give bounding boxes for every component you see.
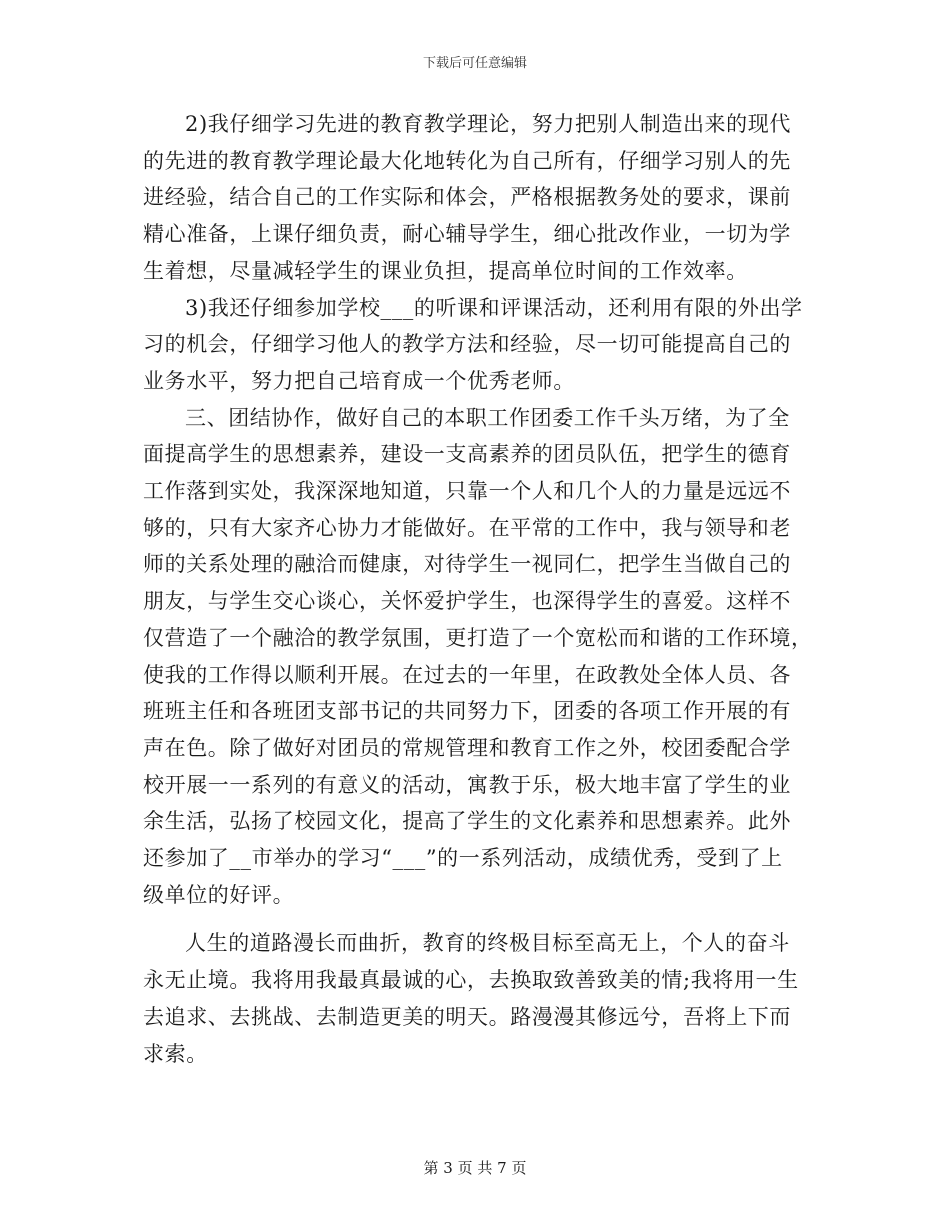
paragraph-3-line-14: 级单位的好评。	[143, 882, 295, 907]
paragraph-4-line-3: 去追求、去挑战、去制造更美的明天。路漫漫其修远兮，吾将上下而	[143, 1004, 791, 1029]
paragraph-2-line-3: 业务水平，努力把自己培育成一个优秀老师。	[143, 368, 575, 393]
paragraph-3-line-11: 校开展一一系列的有意义的活动，寓教于乐，极大地丰富了学生的业	[143, 772, 791, 797]
paragraph-4-line-2: 永无止境。我将用我最真最诚的心，去换取致善致美的情;我将用一生	[143, 968, 799, 993]
paragraph-1-line-5: 生着想，尽量减轻学生的课业负担，提高单位时间的工作效率。	[143, 258, 748, 283]
paragraph-1-line-4: 精心准备，上课仔细负责，耐心辅导学生，细心批改作业，一切为学	[143, 222, 791, 247]
paragraph-1-line-3: 进经验，结合自己的工作实际和体会，严格根据教务处的要求，课前	[143, 185, 791, 210]
paragraph-2-line-1: 3)我还仔细参加学校___的听课和评课活动，还利用有限的外出学	[185, 295, 803, 320]
paragraph-3-line-1: 三、团结协作，做好自己的本职工作团委工作千头万绪，为了全	[185, 405, 790, 430]
paragraph-3-line-4: 够的，只有大家齐心协力才能做好。在平常的工作中，我与领导和老	[143, 515, 791, 540]
paragraph-1-line-2: 的先进的教育教学理论最大化地转化为自己所有，仔细学习别人的先	[143, 148, 791, 173]
paragraph-3-line-9: 班班主任和各班团支部书记的共同努力下，团委的各项工作开展的有	[143, 699, 791, 724]
paragraph-4-line-1: 人生的道路漫长而曲折，教育的终极目标至高无上，个人的奋斗	[185, 931, 790, 956]
paragraph-3-line-3: 工作落到实处，我深深地知道，只靠一个人和几个人的力量是远远不	[143, 479, 791, 504]
paragraph-3-line-6: 朋友，与学生交心谈心，关怀爱护学生，也深得学生的喜爱。这样不	[143, 589, 791, 614]
paragraph-2-line-2: 习的机会，仔细学习他人的教学方法和经验，尽一切可能提高自己的	[143, 332, 791, 357]
paragraph-3-line-8: 使我的工作得以顺利开展。在过去的一年里，在政教处全体人员、各	[143, 662, 791, 687]
paragraph-3-line-5: 师的关系处理的融洽而健康，对待学生一视同仁，把学生当做自己的	[143, 552, 791, 577]
paragraph-3-line-13: 还参加了__市举办的学习“___”的一系列活动，成绩优秀，受到了上	[143, 846, 783, 871]
paragraph-3-line-2: 面提高学生的思想素养，建设一支高素养的团员队伍，把学生的德育	[143, 442, 791, 467]
paragraph-4-line-4: 求索。	[143, 1041, 208, 1066]
page-number: 第 3 页 共 7 页	[423, 1159, 527, 1177]
document-body	[143, 106, 813, 1072]
paragraph-3-line-12: 余生活，弘扬了校园文化，提高了学生的文化素养和思想素养。此外	[143, 809, 791, 834]
page-header-note: 下载后可任意编辑	[422, 56, 527, 71]
paragraph-3-line-7: 仅营造了一个融洽的教学氛围，更打造了一个宽松而和谐的工作环境，	[143, 625, 813, 650]
paragraph-3-line-10: 声在色。除了做好对团员的常规管理和教育工作之外，校团委配合学	[143, 735, 791, 760]
paragraph-1-line-1: 2)我仔细学习先进的教育教学理论，努力把别人制造出来的现代	[185, 112, 791, 136]
